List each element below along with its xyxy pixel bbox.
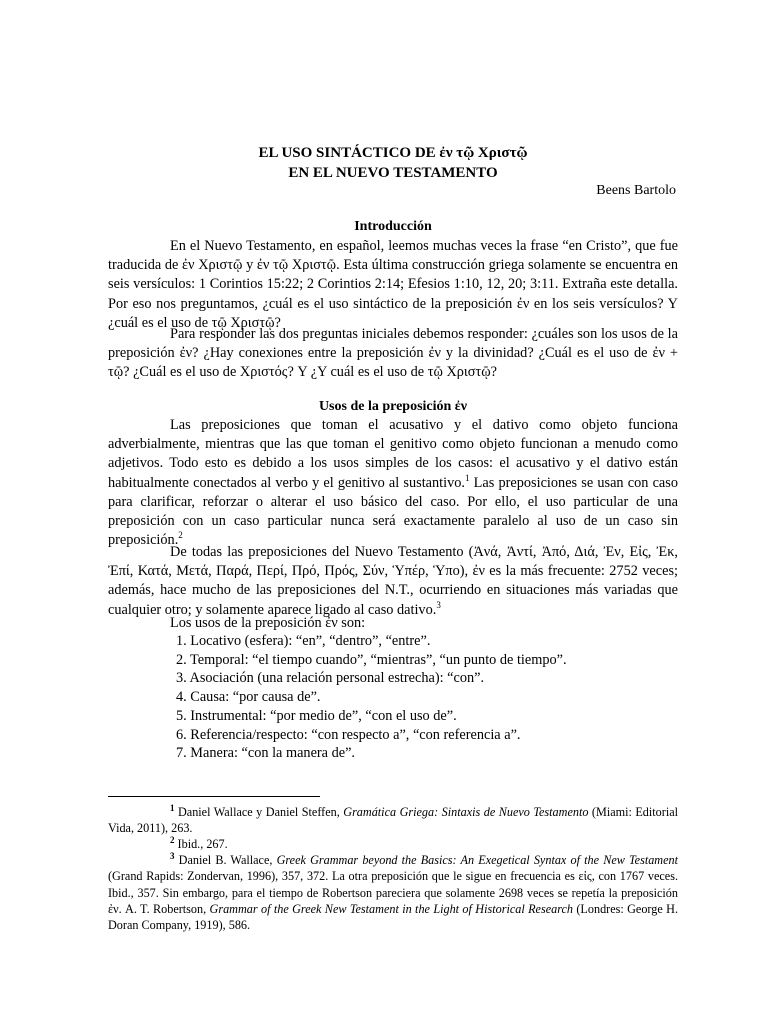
usos-list (176, 632, 676, 763)
footnote-1-text: Daniel Wallace y Daniel Steffen, (174, 805, 344, 819)
footnote-1-number: 1 (170, 802, 175, 813)
footnote-3-text-mid: (Grand Rapids: Zondervan, 1996), 357, 372. La otra preposición que le sigue en frecuencia es εἰς, con 1767 veces. Ibid., 357. Sin embargo, para el tiempo de Robertson pareciera que solamente 2698 veces se repetía la preposición ἐν. A. T. Robertson, (108, 869, 678, 916)
section-heading-introduccion: Introducción (354, 219, 432, 234)
footnote-ref-1: 1 (465, 472, 470, 483)
list-item: 4. Causa: “por causa de”. (176, 689, 321, 706)
list-item: 2. Temporal: “el tiempo cuando”, “mientras”, “un punto de tiempo”. (176, 651, 567, 668)
list-item: 7. Manera: “con la manera de”. (176, 745, 356, 762)
usos-paragraph-1 (108, 416, 678, 550)
intro-paragraph-1: En el Nuevo Testamento, en español, leemos muchas veces la frase “en Cristo”, que fue traducida de ἐν Χριστῷ y ἐν τῷ Χριστῷ. Esta última construcción griega solamente se encuentra en seis versículos: 1 Corintios 15:22; 2 Corintios 2:14; Efesios 1:10, 12, 20; 3:11. Extraña este detalla. Por eso nos preguntamos, ¿cuál es el uso sintáctico de la preposición ἐν en los seis versículos? Y ¿cuál es el uso de τῷ Χριστῷ? (108, 238, 678, 331)
footnote-ref-2: 2 (178, 530, 183, 541)
footnote-3 (108, 852, 678, 933)
list-item: 5. Instrumental: “por medio de”, “con el uso de”. (176, 707, 457, 724)
footnote-2-text: Ibid., 267. (174, 837, 228, 851)
usos-paragraph-2 (108, 543, 678, 620)
footnote-3-title: Greek Grammar beyond the Basics: An Exegetical Syntax of the New Testament (276, 853, 679, 867)
section-heading-usos: Usos de la preposición ἐν (318, 399, 468, 414)
footnote-3-text-end: (Londres: George H. Doran Company, 1919), 586. (108, 901, 678, 933)
author-name: Beens Bartolo (596, 183, 676, 198)
footnote-1-text-end: (Miami: Editorial Vida, 2011), 263. (108, 805, 679, 836)
list-item: 1. Locativo (esfera): “en”, “dentro”, “entre”. (176, 633, 431, 649)
document-title-line2: EN EL NUEVO TESTAMENTO (288, 165, 498, 181)
footnote-ref-3: 3 (436, 599, 441, 610)
footnote-2 (108, 836, 678, 852)
footnote-3-number: 3 (170, 850, 175, 861)
footnote-divider (108, 796, 320, 797)
usos-paragraph-1-text-b: Las preposiciones se usan con caso para clarificar, reforzar o alterar el uso básico del caso. Por ello, el uso particular de una preposición con un caso particular nunca será exactamente paralelo al uso de un caso sin preposición. (108, 474, 678, 549)
footnote-3-title-2: Grammar of the Greek New Testament in the Light of Historical Research (209, 901, 573, 916)
footnote-3-text: Daniel B. Wallace, (174, 853, 277, 867)
document-title-line1: EL USO SINTÁCTICO DE ἐν τῷ Χριστῷ (258, 145, 528, 161)
usos-paragraph-2-text: De todas las preposiciones del Nuevo Testamento (Ἀνά, Ἀντί, Ἀπό, Διά, Ἐν, Εἰς, Ἐκ, Ἐπί, Κατά, Μετά, Παρά, Περί, Πρό, Πρός, Σύν, Ὑπέρ, Ὑπο), ἐν es la más frecuente: 2752 veces; además, hace mucho de las preposiciones del N.T., ocurriendo en situaciones más variadas que cualquier otro; y solamente aparece ligado al caso dativo. (108, 544, 678, 618)
list-item: 3. Asociación (una relación personal estrecha): “con”. (176, 670, 485, 687)
footnote-2-number: 2 (170, 834, 175, 845)
footnote-1-title: Gramática Griega: Sintaxis de Nuevo Testamento (343, 805, 589, 819)
usos-list-intro: Los usos de la preposición ἐν son: (170, 615, 366, 631)
intro-paragraph-2: Para responder las dos preguntas iniciales debemos responder: ¿cuáles son los usos de la preposición ἐν? ¿Hay conexiones entre la preposición ἐν y la divinidad? ¿Cuál es el uso de ἐν + τῷ? ¿Cuál es el uso de Χριστός? Y ¿Y cuál es el uso de τῷ Χριστῷ? (108, 326, 678, 381)
usos-paragraph-1-text-a: Las preposiciones que toman el acusativo y el dativo como objeto funciona adverbialmente, mientras que las que toman el genitivo como objeto funcionan a menudo como adjetivos. Todo esto es debido a los usos simples de los casos: el acusativo y el dativo están habitualmente conectados al verbo y el genitivo al sustantivo. (108, 417, 678, 491)
footnote-1 (108, 804, 678, 837)
list-item: 6. Referencia/respecto: “con respecto a”, “con referencia a”. (176, 726, 521, 743)
